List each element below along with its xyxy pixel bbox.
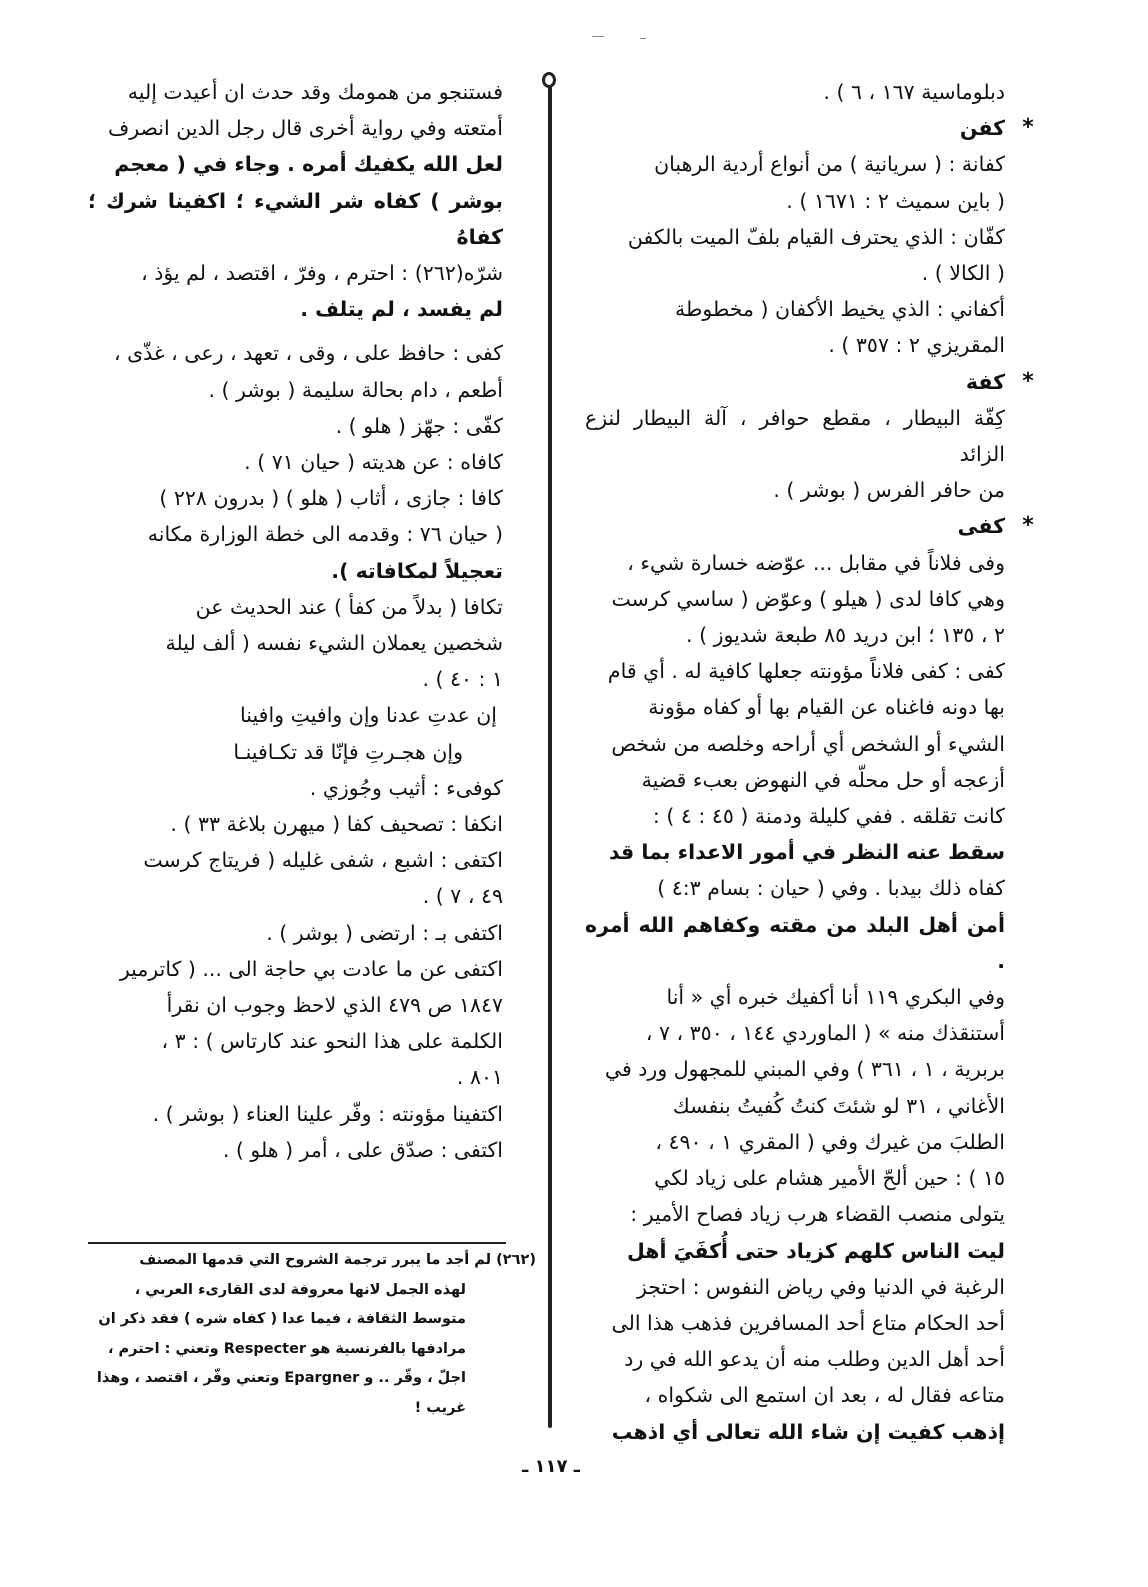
text-line: كِفّة البيطار ، مقطع حوافر ، آلة البيطار لنزع الزائد (585, 405, 1005, 467)
text-line: كافاه : عن هديته ( حيان ٧١ ) . (244, 450, 503, 475)
divider-ornament (542, 72, 556, 88)
text-line: وهي كافا لدى ( هيلو ) وعوّض ( ساسي كرست (611, 586, 1005, 611)
footnote-separator (88, 1242, 506, 1244)
scan-speck (592, 36, 604, 37)
text-line: ٨٠١ . (456, 1065, 503, 1090)
text-line: لعل الله يكفيك أمره . وجاء في ( معجم (114, 152, 503, 177)
text-line: من حافر الفرس ( بوشر ) . (773, 478, 1005, 503)
text-line: الطلبَ من غيرك وفي ( المقري ١ ، ٤٩٠ ، (655, 1129, 1005, 1154)
asterisk-marker: * (1022, 368, 1034, 394)
entry-heading-text: كفة (965, 369, 1005, 394)
text-line: ( حيان ٧٦ : وقدمه الى خطة الوزارة مكانه (147, 522, 503, 547)
text-line: الكلمة على هذا النحو عند كارتاس ) : ٣ ، (161, 1029, 503, 1054)
text-line: ( باين سميث ٢ : ١٦٧١ ) . (786, 188, 1005, 213)
entry-heading (585, 364, 1034, 400)
text-line: أمتعته وفي رواية أخرى قال رجل الدين انصرف (107, 116, 503, 141)
text-line: يتولى منصب القضاء هرب زياد فصاح الأمير : (630, 1202, 1005, 1227)
asterisk-marker: * (1022, 115, 1034, 141)
text-line: اكتفى عن ما عادت بي حاجة الى ... ( كاترمير (119, 956, 503, 981)
text-line: ٤٩ ، ٧ ) . (422, 884, 503, 909)
text-line: الرغبة في الدنيا وفي رياض النفوس : احتجز (636, 1274, 1005, 1299)
left-text-column (88, 74, 503, 1168)
text-line: بربرية ، ١ ، ٣٦١ ) وفي المبني للمجهول ورد في (604, 1057, 1005, 1082)
text-line: لهذه الجمل لانها معروفة لدى القارىء العربي ، (134, 1281, 466, 1298)
text-line: أمن أهل البلد من مقته وكفاهم الله أمره . (585, 912, 1005, 973)
text-line: ١ : ٤٠ ) . (422, 667, 503, 692)
footnote (88, 1246, 536, 1423)
text-line: كفّان : الذي يحترف القيام بلفّ الميت بالكفن (627, 224, 1005, 249)
text-line: بوشر ) كفاه شر الشيء ؛ اكفينا شرك ؛ كفاهُ (88, 188, 503, 249)
text-line: ( الكالا ) . (921, 261, 1005, 286)
text-line: متاعه فقال له ، بعد ان استمع الى شكواه ، (644, 1383, 1005, 1408)
text-line: كانت تقلقه . ففي كليلة ودمنة ( ٤٥ : ٤ ) : (652, 804, 1005, 829)
text-line: سقط عنه النظر في أمور الاعداء بما قد (608, 840, 1005, 865)
text-line: ٢ ، ١٣٥ ؛ ابن دريد ٨٥ طبعة شديوز ) . (686, 623, 1005, 648)
text-line: ١٥ ) : حين ألحّ الأمير هشام على زياد لكي (654, 1166, 1005, 1191)
text-line: اكتفينا مؤونته : وفّر علينا العناء ( بوشر ) . (152, 1101, 503, 1126)
text-line: اكتفى : اشبع ، شفى غليله ( فريتاج كرست (143, 848, 503, 873)
text-line: كوفىء : أثيب وجُوزي . (309, 775, 503, 800)
entry-heading-text: كفن (959, 116, 1005, 141)
text-line: اكتفى : صدّق على ، أمر ( هلو ) . (222, 1137, 503, 1162)
text-line: ١٨٤٧ ص ٤٧٩ الذي لاحظ وجوب ان نقرأ (166, 993, 503, 1018)
text-line: غريب ! (414, 1399, 466, 1416)
text-line: مرادفها بالفرنسية هو Respecter وتعني : احترم ، (108, 1340, 466, 1357)
text-line: وفي البكري ١١٩ أنا أكفيك خبره أي « أنا (666, 985, 1005, 1010)
text-line: أحد الحكام متاع أحد المسافرين فذهب هذا الى (611, 1310, 1005, 1335)
text-line: (٢٦٢) لم أجد ما يبرر ترجمة الشروح التي قدمها المصنف (139, 1252, 536, 1268)
text-line: أستنقذك منه » ( الماوردي ١٤٤ ، ٣٥٠ ، ٧ ، (645, 1021, 1005, 1046)
scan-speck (640, 38, 646, 39)
text-line: شخصين يعملان الشيء نفسه ( ألف ليلة (165, 631, 503, 656)
text-line: دبلوماسية ١٦٧ ، ٦ ) . (823, 80, 1005, 104)
page-number: ـ ١١٧ ـ (522, 1456, 580, 1477)
text-line: وفى فلاناً في مقابل ... عوّضه خسارة شيء ، (627, 550, 1005, 575)
text-line: اجلّ ، وقّر .. و Epargner وتعني وفّر ، اقتصد ، وهذا (96, 1370, 466, 1386)
text-line: بها دونه فاغناه عن القيام بها أو كفاه مؤونة (648, 695, 1005, 720)
text-line: انكفا : تصحيف كفا ( ميهرن بلاغة ٣٣ ) . (170, 812, 503, 837)
text-line: لم يفسد ، لم يتلف . (300, 297, 503, 322)
text-line: شرّه(٢٦٢) : احترم ، وفرّ ، اقتصد ، لم يؤذ ، (141, 261, 503, 286)
text-line: أزعجه أو حل محلّه في النهوض بعبء قضية (641, 767, 1005, 792)
column-divider-rule (548, 80, 552, 1428)
text-line: كفانة : ( سريانية ) من أنواع أردية الرهبان (654, 152, 1005, 177)
text-line: أحد أهل الدين وطلب منه أن يدعو الله في رد (624, 1347, 1005, 1372)
right-text-column (585, 74, 1034, 1450)
asterisk-marker: * (1022, 513, 1034, 539)
text-line: كفى : حافظ على ، وقى ، تعهد ، رعى ، غذّى ، (113, 341, 503, 366)
entry-heading-text: كفى (957, 514, 1005, 539)
text-line: متوسط الثقافة ، فيما عدا ( كفاه شره ) فقد ذكر ان (98, 1311, 466, 1327)
text-line: الأغاني ، ٣١ لو شئتَ كنتُ كُفيتُ بنفسك (672, 1093, 1005, 1118)
text-line: تعجيلاً لمكافاته ). (331, 558, 503, 583)
text-line: فستنجو من همومك وقد حدث ان أعيدت إليه (127, 80, 503, 104)
text-line: أطعم ، دام بحالة سليمة ( بوشر ) . (208, 377, 503, 402)
text-line: أكفاني : الذي يخيط الأكفان ( مخطوطة (675, 297, 1005, 322)
text-line: كافا : جازى ، أثاب ( هلو ) ( بدرون ٢٢٨ ) (159, 486, 503, 511)
text-line: ليت الناس كلهم كزياد حتى أُكفَيَ أهل (626, 1238, 1005, 1263)
text-line: المقريزي ٢ : ٣٥٧ ) . (828, 333, 1005, 358)
text-line: كفاه ذلك بيدبا . وفي ( حيان : بسام ٤:٣ ) (657, 876, 1005, 901)
entry-heading (585, 110, 1034, 146)
text-line: الشيء أو الشخص أي أراحه وخلصه من شخص (611, 731, 1005, 756)
text-line: كفّى : جهّز ( هلو ) . (335, 413, 503, 438)
verse-line: وإن هجـرتِ فإنّا قد تكـافينـا (233, 739, 463, 764)
verse-line: إن عدتِ عدنا وإن وافيتِ وافينا (240, 703, 497, 728)
entry-heading (585, 508, 1034, 544)
paragraph-gap (88, 327, 503, 335)
text-line: كفى : كفى فلاناً مؤونته جعلها كافية له . أي قام (607, 659, 1005, 684)
text-line: إذهب كفيت إن شاء الله تعالى أي اذهب (611, 1419, 1005, 1444)
text-line: تكافا ( بدلاً من كفأ ) عند الحديث عن (195, 594, 503, 619)
text-line: اكتفى بـ : ارتضى ( بوشر ) . (266, 920, 503, 945)
